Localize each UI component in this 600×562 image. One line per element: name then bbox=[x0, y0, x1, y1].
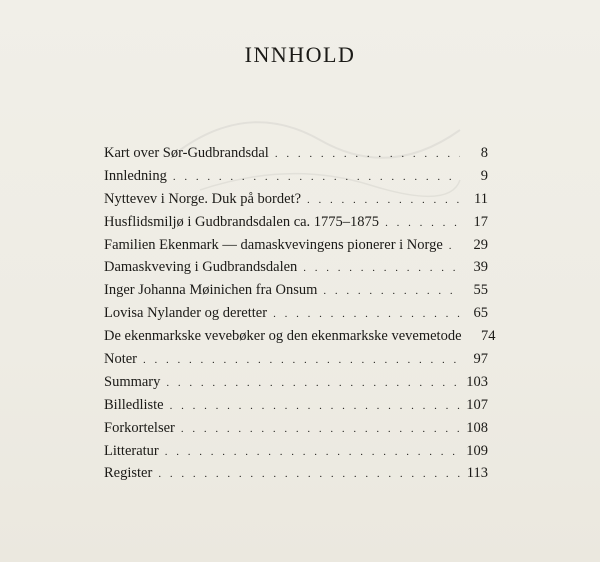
dot-leader bbox=[166, 377, 460, 389]
toc-entry-title: Register bbox=[104, 465, 153, 482]
toc-page-number: 107 bbox=[466, 396, 488, 413]
toc-entry[interactable] bbox=[104, 282, 488, 305]
toc-entry-title: Inger Johanna Møinichen fra Onsum bbox=[104, 282, 318, 299]
toc-entry[interactable] bbox=[104, 374, 488, 397]
toc-entry[interactable] bbox=[104, 168, 488, 191]
dot-leader bbox=[170, 400, 460, 412]
toc-page-number: 108 bbox=[466, 419, 488, 436]
toc-entry-title: Forkortelser bbox=[104, 419, 175, 436]
toc-page-number: 65 bbox=[473, 305, 488, 322]
dot-leader bbox=[165, 446, 460, 458]
toc-entry[interactable] bbox=[104, 351, 488, 374]
toc-entry-title: Husflidsmiljø i Gudbrandsdalen ca. 1775–1875 bbox=[104, 213, 380, 230]
dot-leader bbox=[307, 194, 460, 206]
toc-page-number: 39 bbox=[473, 259, 488, 276]
toc-page-number: 103 bbox=[466, 373, 488, 390]
toc-entry-title: Noter bbox=[104, 351, 138, 368]
toc-entry[interactable] bbox=[104, 443, 488, 466]
dot-leader bbox=[323, 285, 460, 297]
dot-leader bbox=[158, 468, 460, 480]
toc-entry-title: Litteratur bbox=[104, 442, 159, 459]
toc-entry[interactable] bbox=[104, 305, 488, 328]
toc-page-number: 8 bbox=[480, 145, 488, 161]
toc-entry-title: Lovisa Nylander og deretter bbox=[104, 305, 268, 322]
dot-leader bbox=[143, 354, 460, 366]
toc-entry[interactable] bbox=[104, 191, 488, 214]
toc-entry[interactable] bbox=[104, 145, 488, 168]
table-of-contents bbox=[104, 145, 496, 488]
dot-leader bbox=[275, 148, 460, 160]
toc-page-number: 74 bbox=[481, 328, 496, 345]
dot-leader bbox=[273, 308, 460, 320]
toc-page-number: 97 bbox=[473, 351, 488, 368]
toc-page-number: 55 bbox=[473, 282, 488, 299]
toc-page-number: 17 bbox=[473, 213, 488, 230]
toc-entry[interactable] bbox=[104, 420, 488, 443]
dot-leader bbox=[449, 240, 460, 252]
toc-entry-title: Kart over Sør-Gudbrandsdal bbox=[104, 145, 269, 161]
toc-entry-title: De ekenmarkske vevebøker og den ekenmarkske vevemetode bbox=[104, 328, 462, 345]
toc-page-number: 109 bbox=[466, 442, 488, 459]
dot-leader bbox=[385, 217, 460, 229]
toc-page-number: 29 bbox=[473, 236, 488, 253]
toc-entry[interactable] bbox=[104, 465, 488, 488]
toc-entry[interactable] bbox=[104, 214, 488, 237]
page-title: INNHOLD bbox=[244, 42, 356, 67]
toc-entry-title: Billedliste bbox=[104, 396, 164, 413]
toc-entry[interactable] bbox=[104, 328, 496, 351]
toc-page-number: 11 bbox=[474, 190, 488, 207]
dot-leader bbox=[173, 171, 460, 183]
toc-entry[interactable] bbox=[104, 397, 488, 420]
toc-page-number: 113 bbox=[466, 465, 488, 482]
toc-page-number: 9 bbox=[480, 167, 488, 184]
toc-entry-title: Damaskveving i Gudbrandsdalen bbox=[104, 259, 298, 276]
toc-entry-title: Innledning bbox=[104, 167, 167, 184]
toc-entry-title: Nyttevev i Norge. Duk på bordet? bbox=[104, 190, 302, 207]
dot-leader bbox=[303, 262, 460, 274]
dot-leader bbox=[181, 423, 460, 435]
toc-entry[interactable] bbox=[104, 259, 488, 282]
toc-entry-title: Familien Ekenmark — damaskvevingens pionerer i Norge bbox=[104, 236, 443, 253]
toc-entry[interactable] bbox=[104, 237, 488, 260]
toc-entry-title: Summary bbox=[104, 373, 161, 390]
